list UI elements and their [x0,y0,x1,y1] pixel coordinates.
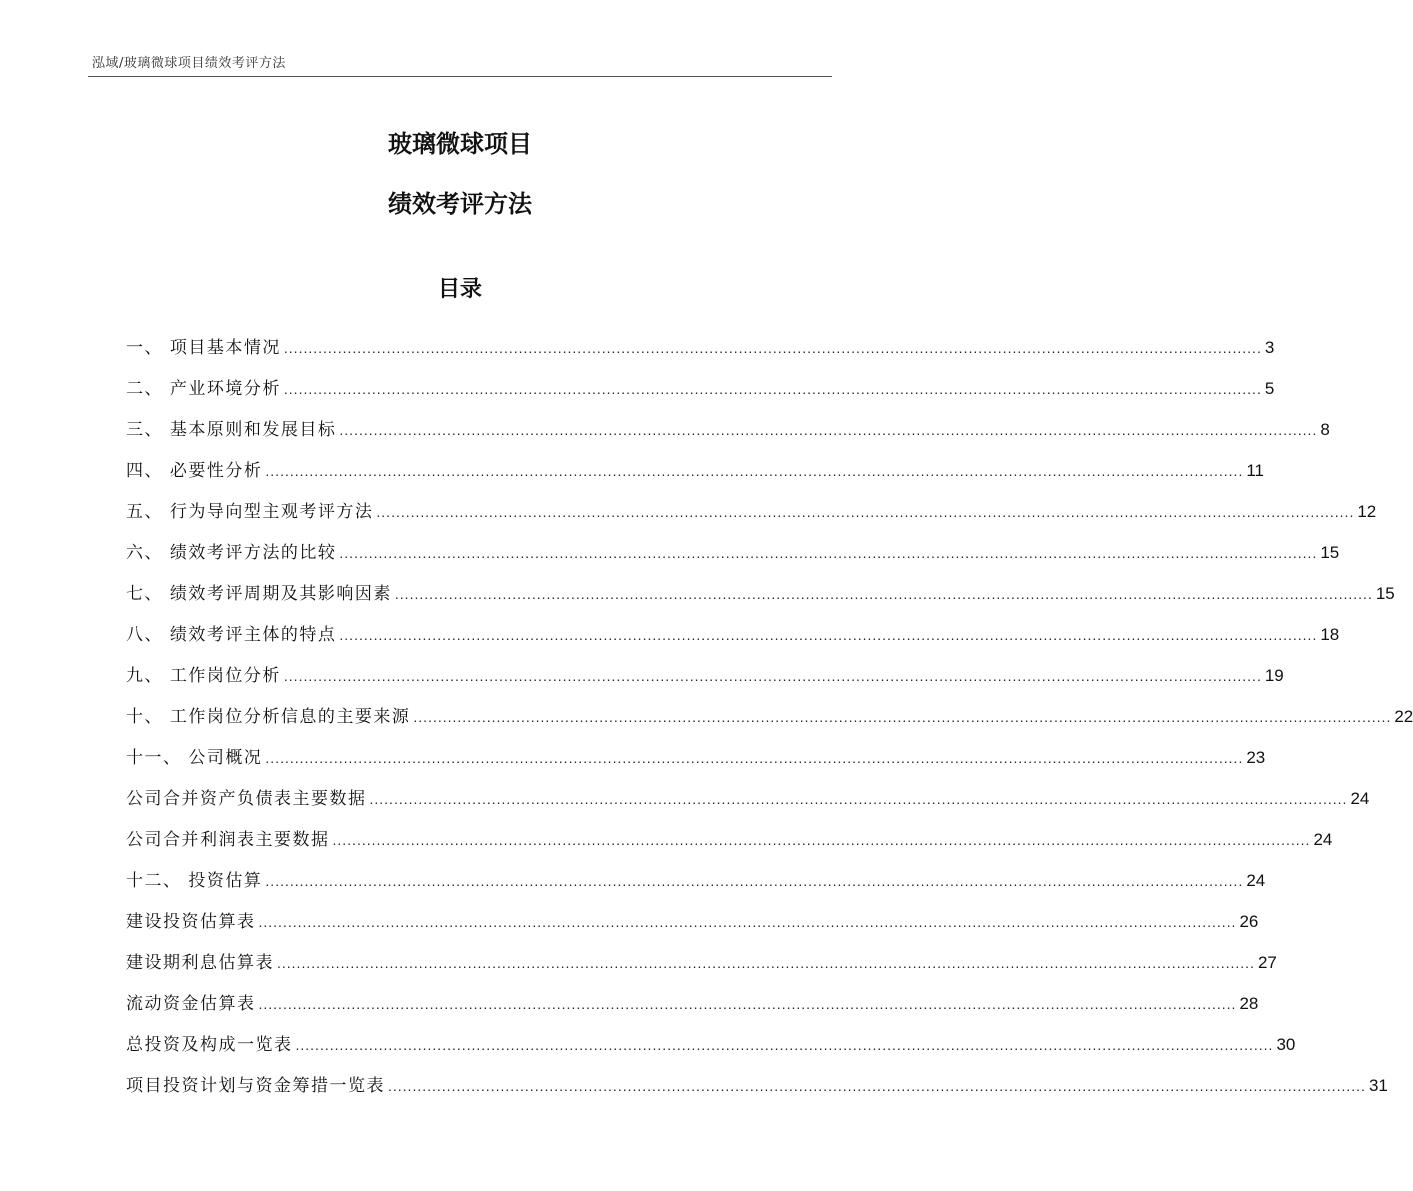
toc-entry-page: 8 [1320,420,1330,439]
toc-dot-leader: ........................................................................................................................................................................................................ [332,832,1311,848]
toc-dot-leader: ........................................................................................................................................................................................................ [283,340,1262,356]
toc-entry-page: 28 [1239,994,1259,1013]
toc-dot-leader: ........................................................................................................................................................................................................ [388,1078,1366,1094]
toc-entry[interactable] [126,773,1370,814]
toc-entry[interactable] [126,1060,1388,1101]
toc-dot-leader: ........................................................................................................................................................................................................ [265,873,1244,889]
toc-entry-title: 十、 工作岗位分析信息的主要来源 [126,707,411,727]
toc-entry-page: 15 [1320,543,1340,562]
toc-entry-page: 24 [1350,789,1370,808]
toc-entry-title: 建设投资估算表 [126,912,256,932]
toc-dot-leader: ........................................................................................................................................................................................................ [376,504,1355,520]
toc-entry-title: 总投资及构成一览表 [126,1035,293,1055]
toc-entry-page: 23 [1246,748,1266,767]
toc-dot-leader: ........................................................................................................................................................................................................ [339,627,1318,643]
toc-entry-title: 流动资金估算表 [126,994,256,1014]
toc-entry[interactable] [126,1019,1296,1060]
toc-entry[interactable] [126,691,1413,732]
toc-dot-leader: ........................................................................................................................................................................................................ [394,586,1373,602]
toc-entry[interactable] [126,896,1259,937]
toc-dot-leader: ........................................................................................................................................................................................................ [339,545,1318,561]
document-title-line2: 绩效考评方法 [388,190,532,218]
toc-entry-title: 八、 绩效考评主体的特点 [126,625,337,645]
toc-entry-title: 三、 基本原则和发展目标 [126,420,337,440]
toc-entry-page: 3 [1264,338,1275,357]
toc-entry-page: 12 [1357,502,1377,521]
table-of-contents [126,322,1413,1101]
toc-dot-leader: ........................................................................................................................................................................................................ [339,422,1318,438]
toc-entry-title: 六、 绩效考评方法的比较 [126,543,337,563]
toc-entry[interactable] [126,363,1275,404]
header-divider [88,76,832,77]
toc-entry-page: 24 [1246,871,1266,890]
toc-entry-title: 建设期利息估算表 [126,953,274,973]
toc-entry-title: 项目投资计划与资金筹措一览表 [126,1076,385,1096]
toc-dot-leader: ........................................................................................................................................................................................................ [258,996,1237,1012]
toc-entry-page: 11 [1246,461,1264,480]
toc-entry-title: 十二、 投资估算 [126,871,263,891]
toc-entry[interactable] [126,486,1377,527]
toc-entry-page: 18 [1320,625,1340,644]
toc-dot-leader: ........................................................................................................................................................................................................ [283,668,1262,684]
toc-dot-leader: ........................................................................................................................................................................................................ [265,463,1244,479]
toc-entry-title: 二、 产业环境分析 [126,379,281,399]
toc-entry[interactable] [126,814,1333,855]
toc-entry-title: 一、 项目基本情况 [126,338,281,358]
toc-entry[interactable] [126,855,1266,896]
toc-dot-leader: ........................................................................................................................................................................................................ [283,381,1262,397]
toc-entry-title: 公司合并资产负债表主要数据 [126,789,367,809]
toc-entry[interactable] [126,445,1264,486]
toc-entry[interactable] [126,650,1284,691]
toc-entry-page: 27 [1257,953,1277,972]
toc-dot-leader: ........................................................................................................................................................................................................ [265,750,1244,766]
toc-entry-page: 19 [1264,666,1284,685]
toc-entry-page: 31 [1368,1076,1388,1095]
toc-entry-title: 七、 绩效考评周期及其影响因素 [126,584,392,604]
toc-entry-title: 四、 必要性分析 [126,461,263,481]
toc-entry[interactable] [126,527,1340,568]
toc-entry[interactable] [126,609,1340,650]
toc-dot-leader: ........................................................................................................................................................................................................ [258,914,1237,930]
toc-entry-title: 十一、 公司概况 [126,748,263,768]
toc-entry-page: 26 [1239,912,1259,931]
toc-dot-leader: ........................................................................................................................................................................................................ [295,1037,1274,1053]
toc-entry-title: 九、 工作岗位分析 [126,666,281,686]
toc-entry-title: 五、 行为导向型主观考评方法 [126,502,374,522]
running-header: 泓域/玻璃微球项目绩效考评方法 [92,56,286,71]
toc-entry-page: 5 [1264,379,1275,398]
toc-entry[interactable] [126,322,1275,363]
toc-entry-page: 15 [1375,584,1395,603]
toc-entry[interactable] [126,568,1395,609]
toc-dot-leader: ........................................................................................................................................................................................................ [277,955,1255,971]
toc-dot-leader: ........................................................................................................................................................................................................ [413,709,1392,725]
toc-dot-leader: ........................................................................................................................................................................................................ [369,791,1348,807]
toc-entry[interactable] [126,937,1277,978]
toc-entry[interactable] [126,404,1330,445]
toc-entry-page: 30 [1276,1035,1296,1054]
document-title-line1: 玻璃微球项目 [388,130,532,158]
toc-entry[interactable] [126,732,1266,773]
toc-entry-page: 24 [1313,830,1333,849]
toc-heading: 目录 [437,277,482,302]
toc-entry-page: 22 [1394,707,1413,726]
toc-entry[interactable] [126,978,1259,1019]
toc-entry-title: 公司合并利润表主要数据 [126,830,330,850]
